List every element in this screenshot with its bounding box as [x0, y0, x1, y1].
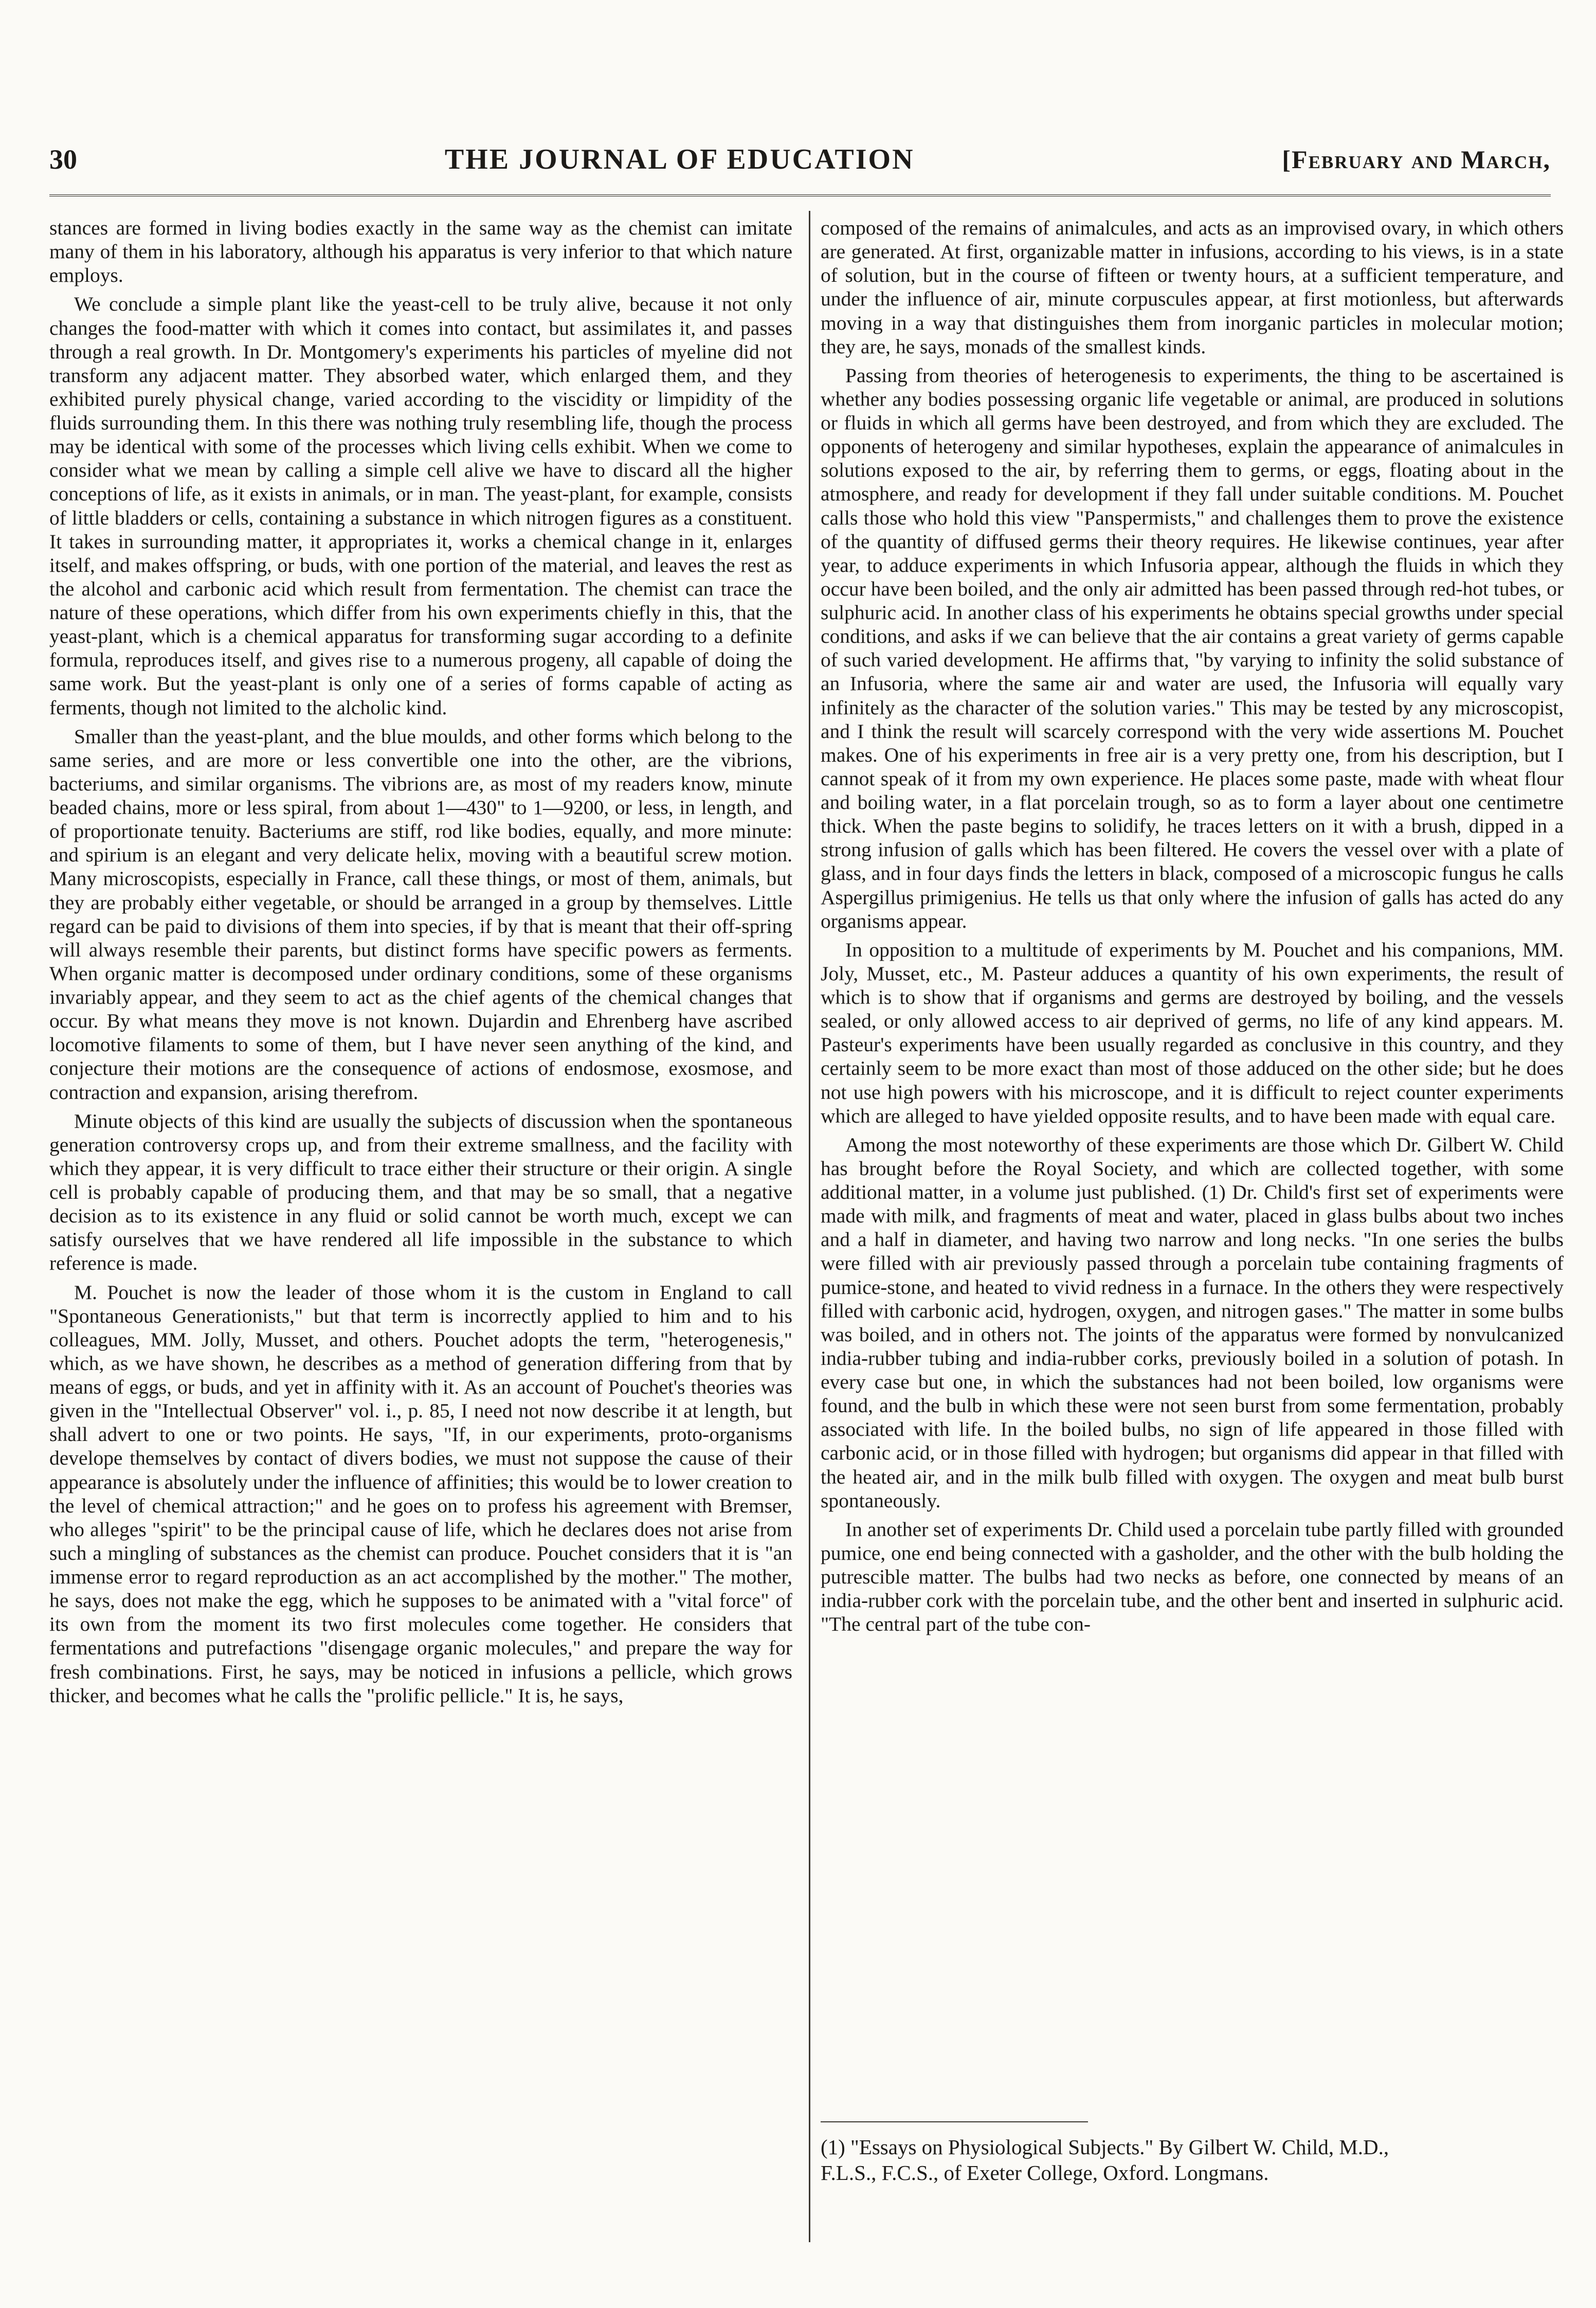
paragraph: In another set of experiments Dr. Child used a porcelain tube partly filled with grounded pumice, one end being connected with a gasholder, and the other with the bulb holding the putrescible matter. The bulbs had two necks as before, one connected by means of an india-rubber cork with the porcelain tube, and the other bent and inserted in sulphuric acid. "The central part of the tube con-: [821, 1518, 1564, 1636]
footnote-line: (1) "Essays on Physiological Subjects." By Gilbert W. Child, M.D.,: [821, 2135, 1389, 2159]
running-header: [49, 131, 1551, 188]
page-number: 30: [49, 144, 77, 175]
paragraph: stances are formed in living bodies exactly in the same way as the chemist can imitate many of them in his laboratory, although his apparatus is very inferior to that which nature employs.: [49, 217, 792, 287]
paragraph: We conclude a simple plant like the yeast-cell to be truly alive, because it not only changes the food-matter with which it comes into contact, but assimilates it, and passes through a real growth. In Dr. Montgomery's experiments his particles of myeline did not transform any adjacent matter. They absorbed water, which enlarged them, and they exhibited purely physical change, varied according to the viscidity or limpidity of the fluids surrounding them. In this there was nothing truly resembling life, though the process may be identical with some of the processes which living cells exhibit. When we come to consider what we mean by calling a simple cell alive we have to discard all the higher conceptions of life, as it exists in animals, or in man. The yeast-plant, for example, consists of little bladders or cells, containing a substance in which nitrogen figures as a constituent. It takes in surrounding matter, it appropriates it, works a chemical change in it, enlarges itself, and makes offspring, or buds, with one portion of the material, and leaves the rest as the alcohol and carbonic acid which result from fermentation. The chemist can trace the nature of these operations, which differ from his own experiments chiefly in this, that the yeast-plant, which is a chemical apparatus for transforming sugar according to a definite formula, reproduces itself, and gives rise to a numerous progeny, all capable of doing the same work. But the yeast-plant is only one of a series of forms capable of acting as ferments, though not limited to the alcholic kind.: [49, 293, 792, 719]
left-column: [49, 216, 792, 2237]
column-divider: [809, 211, 810, 2242]
issue-date: [February and March,: [1282, 145, 1551, 174]
paragraph: Among the most noteworthy of these experiments are those which Dr. Gilbert W. Child has brought before the Royal Society, and which are collected together, with some additional matter, in a volume just published. (1) Dr. Child's first set of experiments were made with milk, and fragments of meat and water, placed in glass bulbs about two inches and a half in diameter, and having two narrow and long necks. "In one series the bulbs were filled with air previously passed through a porcelain tube containing fragments of pumice-stone, and heated to vivid redness in a furnace. In the others they were respectively filled with carbonic acid, hydrogen, oxygen, and nitrogen gases." The matter in some bulbs was boiled, and in others not. The joints of the apparatus were formed by nonvulcanized india-rubber tubing and india-rubber corks, previously boiled in a solution of potash. In every case but one, in which the substances had not been boiled, low organisms were found, and the bulb in which these were not seen burst from some fermentation, probably associated with life. In the boiled bulbs, no sign of life appeared in those filled with carbonic acid, or in those filled with hydrogen; but organisms did appear in that filled with the heated air, and in the milk bulb filled with oxygen. The oxygen and meat bulb burst spontaneously.: [821, 1133, 1564, 1512]
paragraph: Minute objects of this kind are usually the subjects of discussion when the spontaneous generation controversy crops up, and from their extreme smallness, and the facility with which they appear, it is very difficult to trace either their structure or their origin. A single cell is probably capable of producing them, and that may be so small, that a negative decision as to its existence in any fluid or solid cannot be worth much, except we can satisfy ourselves that we have rendered all life impossible in the substance to which reference is made.: [49, 1109, 792, 1275]
header-rule: [49, 194, 1551, 196]
journal-title: THE JOURNAL OF EDUCATION: [444, 143, 915, 175]
right-column: [821, 216, 1564, 2237]
paragraph: In opposition to a multitude of experiments by M. Pouchet and his companions, MM. Joly, Musset, etc., M. Pasteur adduces a quantity of his own experiments, the result of which is to show that if organisms and germs are destroyed by boiling, and the vessels sealed, or only allowed access to air deprived of germs, no life of any kind appears. M. Pasteur's experiments have been usually regarded as conclusive in this country, and they certainly seem to be more exact than most of those adduced on the other side; but he does not use high powers with his microscope, and it is difficult to reject counter experiments which are alleged to have yielded opposite results, and to have been made with equal care.: [821, 938, 1564, 1127]
paragraph: composed of the remains of animalcules, and acts as an improvised ovary, in which others are generated. At first, organizable matter in infusions, according to his views, is in a state of solution, but in the course of fifteen or twenty hours, at a sufficient temperature, and under the influence of air, minute corpuscules appear, at first motionless, but afterwards moving in a way that distinguishes them from inorganic particles in molecular motion; they are, he says, monads of the smallest kinds.: [821, 217, 1564, 358]
footnote-line: F.L.S., F.C.S., of Exeter College, Oxford. Longmans.: [821, 2161, 1269, 2185]
paragraph: Passing from theories of heterogenesis to experiments, the thing to be ascertained is whether any bodies possessing organic life vegetable or animal, are produced in solutions or fluids in which all germs have been destroyed, and from which they are excluded. The opponents of heterogeny and similar hypotheses, explain the appearance of animalcules in solutions exposed to the air, by referring them to germs, or eggs, floating about in the atmosphere, and ready for development if they fall under suitable conditions. M. Pouchet calls those who hold this view "Panspermists," and challenges them to prove the existence of the quantity of diffused germs their theory requires. He likewise continues, year after year, to adduce experiments in which Infusoria appear, although the fluids in which they occur have been boiled, and the only air admitted has been passed through red-hot tubes, or sulphuric acid. In another class of his experiments he obtains special growths under special conditions, and asks if we can believe that the air contains a great variety of germs capable of such varied development. He affirms that, "by varying to infinity the solid substance of an Infusoria, where the same air and water are used, the Infusoria will equally vary infinitely as the character of the solution varies." This may be tested by any microscopist, and I think the result will scarcely correspond with the very wide assertions M. Pouchet makes. One of his experiments in free air is a very pretty one, from his description, but I cannot speak of it from my own experience. He places some paste, made with wheat flour and boiling water, in a flat porcelain trough, so as to form a layer about one centimetre thick. When the paste begins to solidify, he traces letters on it with a brush, dipped in a strong infusion of galls which has been filtered. He covers the vessel over with a plate of glass, and in four days finds the letters in black, composed of a microscopic fungus he calls Aspergillus primigenius. He tells us that only where the infusion of galls has acted do any organisms appear.: [821, 364, 1564, 932]
footnote: [821, 2134, 1561, 2186]
paragraph: M. Pouchet is now the leader of those whom it is the custom in England to call "Spontaneous Generationists," but that term is incorrectly applied to him and to his colleagues, MM. Jolly, Musset, and others. Pouchet adopts the term, "heterogenesis," which, as we have shown, he describes as a method of generation differing from that by means of eggs, or buds, and yet in affinity with it. As an account of Pouchet's theories was given in the "Intellectual Observer" vol. i., p. 85, I need not now describe it at length, but shall advert to one or two points. He says, "If, in our experiments, proto-organisms develope themselves by contact of divers bodies, we must not suppose the cause of their appearance is absolutely under the influence of affinities; this would be to lower creation to the level of chemical attraction;" and he goes on to profess his agreement with Bremser, who alleges "spirit" to be the principal cause of life, which he declares does not arise from such a mingling of substances as the chemist can produce. Pouchet considers that it is "an immense error to regard reproduction as an act accomplished by the mother." The mother, he says, does not make the egg, which he supposes to be animated with a "vital force" of its own from the moment its two first molecules come together. He considers that fermentations and putrefactions "disengage organic molecules," and prepare the way for fresh combinations. First, he says, may be noticed in infusions a pellicle, which grows thicker, and becomes what he calls the "prolific pellicle." It is, he says,: [49, 1281, 792, 1707]
paragraph: Smaller than the yeast-plant, and the blue moulds, and other forms which belong to the same series, and are more or less convertible one into the other, are the vibrions, bacteriums, and similar organisms. The vibrions are, as most of my readers know, minute beaded chains, more or less spiral, from about 1—430" to 1—9200, or less, in length, and of proportionate tenuity. Bacteriums are stiff, rod like bodies, equally, and more minute: and spirium is an elegant and very delicate helix, moving with a beautiful screw motion. Many microscopists, especially in France, call these things, or most of them, animals, but they are probably either vegetable, or should be arranged in a group by themselves. Little regard can be paid to divisions of them into species, if by that is meant that their off-spring will always resemble their parents, but distinct forms have specific powers as ferments. When organic matter is decomposed under ordinary conditions, some of these organisms invariably appear, and they seem to act as the chief agents of the chemical changes that occur. By what means they move is not known. Dujardin and Ehrenberg have ascribed locomotive filaments to some of them, but I have never seen anything of the kind, and conjecture their motions are the consequence of actions of endosmose, exosmose, and contraction and expansion, arising therefrom.: [49, 725, 792, 1104]
footnote-rule: [821, 2121, 1088, 2122]
